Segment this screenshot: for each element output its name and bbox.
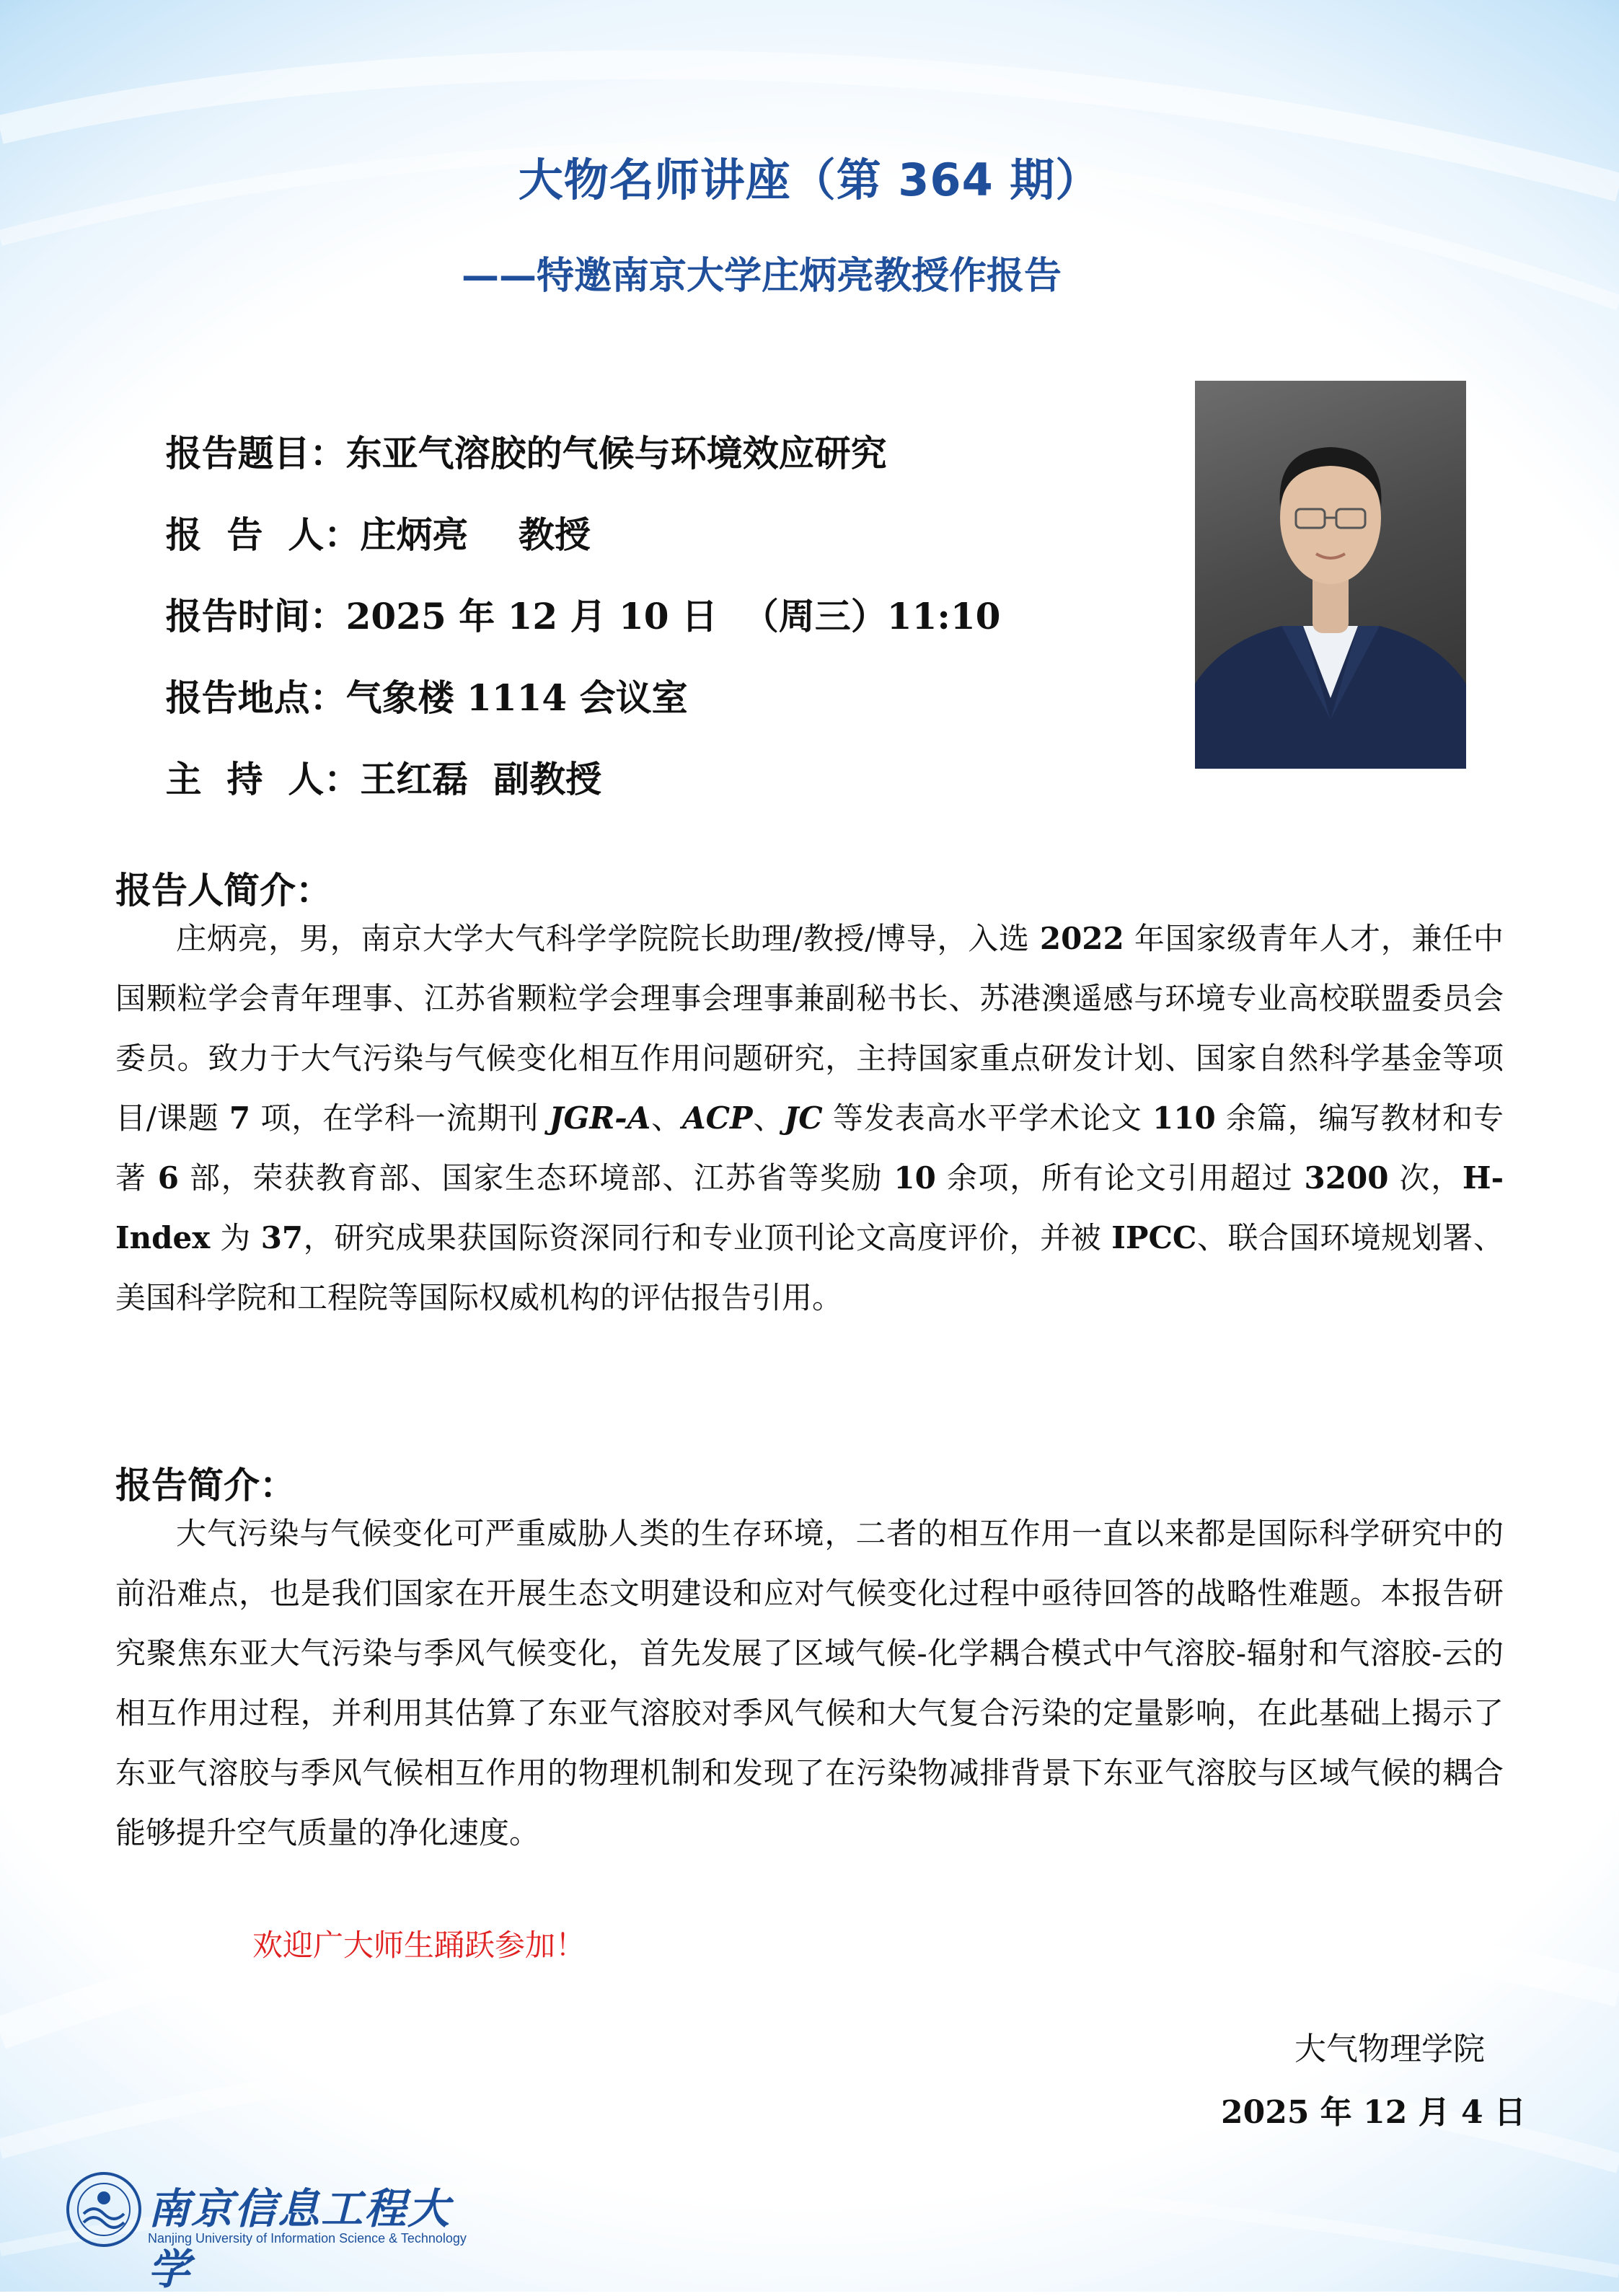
lecture-subtitle: ——特邀南京大学庄炳亮教授作报告 [462,255,1062,298]
info-label: 报告地点： [165,676,346,719]
university-emblem-icon [65,2171,143,2248]
info-label: 主 持 人： [165,758,361,800]
speaker-photo [1195,381,1466,769]
info-label: 报 告 人： [165,513,361,556]
university-name-cn: 南京信息工程大学 [148,2184,451,2294]
info-label: 报告时间： [165,595,346,637]
info-value: 东亚气溶胶的气候与环境效应研究 [345,432,887,474]
welcome-text: 欢迎广大师生踊跃参加！ [252,1928,586,1963]
info-value: 2025 年 12 月 10 日 （周三）11:10 [345,595,1001,637]
report-summary-text: 大气污染与气候变化可严重威胁人类的生存环境，二者的相互作用一直以来都是国际科学研究中的前沿难点，也是我们国家在开展生态文明建设和应对气候变化过程中亟待回答的战略性难题。本报告研究聚焦东亚大气污染与季风气候变化，首先发展了区域气候-化学耦合模式中气溶胶-辐射和气溶胶-云的相互作用过程，并利用其估算了东亚气溶胶对季风气候和大气复合污染的定量影响，在此基础上揭示了东亚气溶胶与季风气候相互作用的物理机制和发现了在污染物减排背景下东亚气溶胶与区域气候的耦合能够提升空气质量的净化速度。 [115,1516,1504,1850]
university-logo [65,2171,469,2294]
lecture-title: 大物名师讲座（第 364 期） [518,154,1101,206]
info-value: 气象楼 1114 会议室 [345,676,688,719]
speaker-bio-heading: 报告人简介： [115,869,332,911]
info-value: 王红磊 副教授 [360,758,602,800]
signature-org: 大气物理学院 [1294,2031,1485,2067]
report-summary-heading: 报告简介： [115,1464,296,1506]
info-row-host [115,708,601,845]
signature-date: 2025 年 12 月 4 日 [1221,2094,1526,2131]
info-value: 庄炳亮 教授 [360,513,591,556]
info-label: 报告题目： [165,432,346,474]
speaker-bio-text: 庄炳亮，男，南京大学大气科学学院院长助理/教授/博导，入选 2022 年国家级青年人才，兼任中国颗粒学会青年理事、江苏省颗粒学会理事会理事兼副秘书长、苏港澳遥感与环境专业高校联盟委员会委员。致力于大气污染与气候变化相互作用问题研究，主持国家重点研发计划、国家自然科学基金等项目/课题 7 项，在学科一流期刊 JGR-A、ACP、JC 等发表高水平学术论文 110 余篇，编写教材和专著 6 部，荣获教育部、国家生态环境部、江苏省等奖励 10 余项，所有论文引用超过 3200 次，H-Index 为 37，研究成果获国际资深同行和专业顶刊论文高度评价，并被 IPCC、联合国环境规划署、美国科学院和工程院等国际权威机构的评估报告引用。 [115,921,1504,1315]
university-name-en: Nanjing University of Information Science & Technology [148,2231,467,2246]
